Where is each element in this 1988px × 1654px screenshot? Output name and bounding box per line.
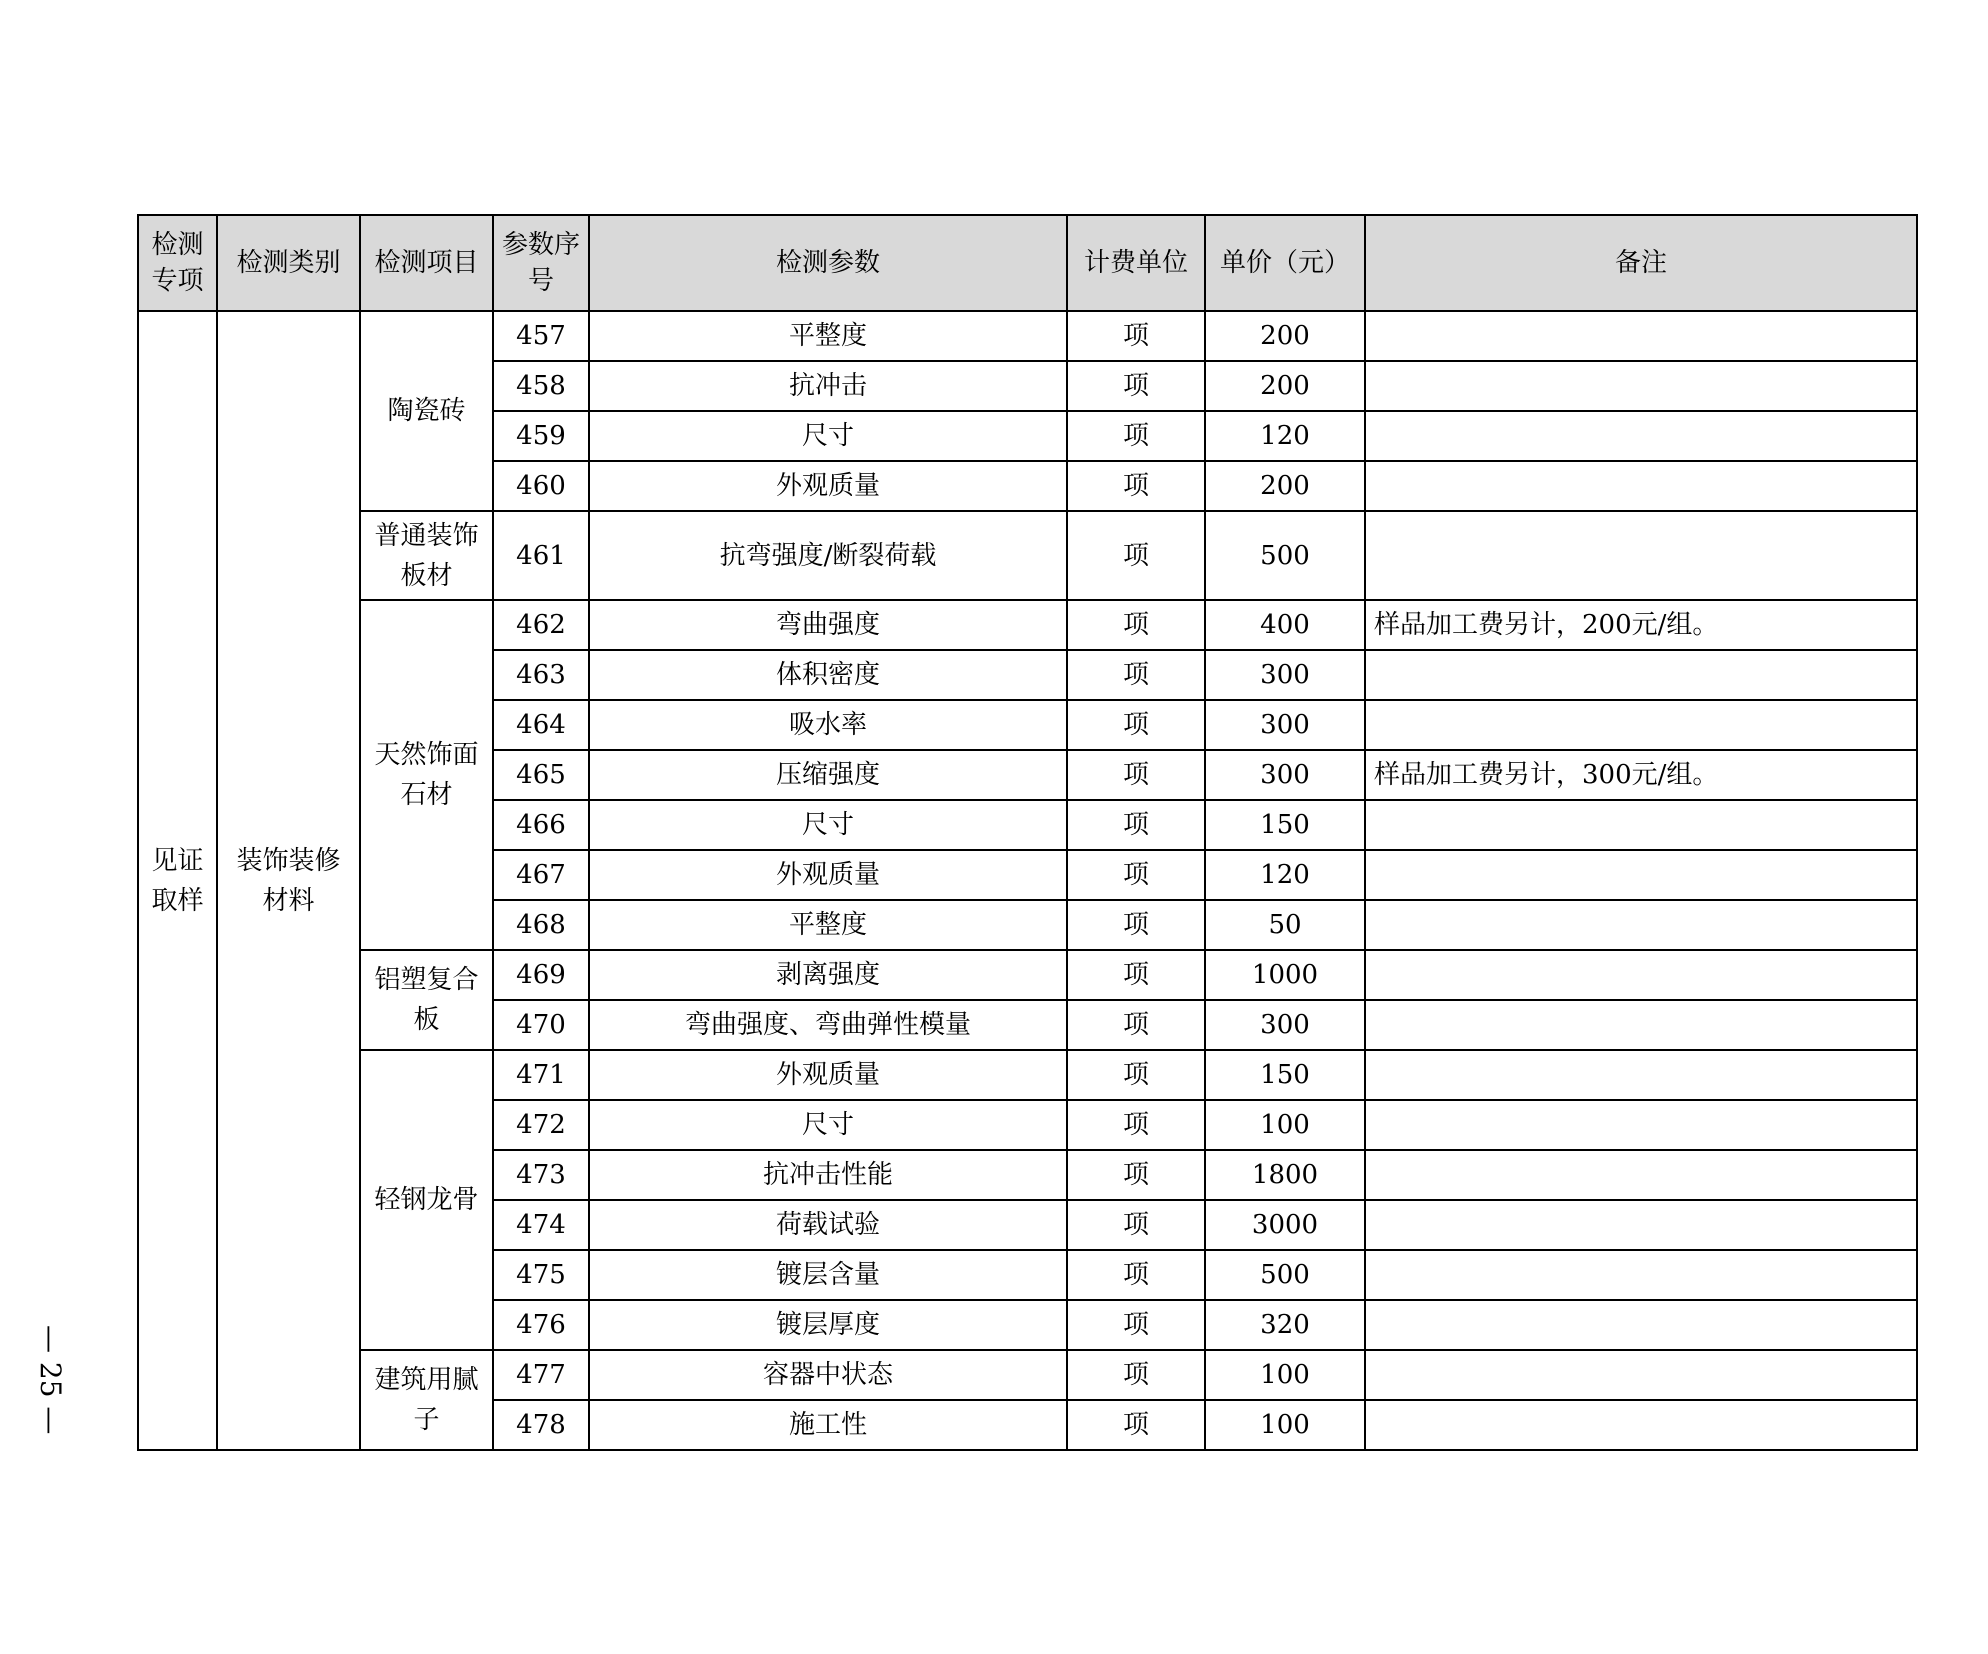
unit-cell: 项 [1067, 950, 1205, 1000]
param-no-cell: 462 [493, 600, 589, 650]
param-cell: 外观质量 [589, 850, 1067, 900]
unit-cell: 项 [1067, 1350, 1205, 1400]
price-cell: 200 [1205, 361, 1365, 411]
item-cell: 普通装饰板材 [360, 511, 493, 600]
unit-cell: 项 [1067, 1050, 1205, 1100]
header-category: 检测类别 [217, 215, 360, 311]
price-cell: 150 [1205, 1050, 1365, 1100]
table-body [138, 311, 1917, 1450]
unit-cell: 项 [1067, 1200, 1205, 1250]
note-cell [1365, 900, 1917, 950]
fee-table [137, 214, 1918, 1451]
param-cell: 镀层厚度 [589, 1300, 1067, 1350]
header-param: 检测参数 [589, 215, 1067, 311]
table-row [138, 1050, 1917, 1100]
param-no-cell: 466 [493, 800, 589, 850]
note-cell [1365, 650, 1917, 700]
unit-cell: 项 [1067, 700, 1205, 750]
price-cell: 50 [1205, 900, 1365, 950]
header-param-no: 参数序号 [493, 215, 589, 311]
unit-cell: 项 [1067, 361, 1205, 411]
item-cell: 陶瓷砖 [360, 311, 493, 511]
unit-cell: 项 [1067, 750, 1205, 800]
param-cell: 尺寸 [589, 800, 1067, 850]
note-cell [1365, 1150, 1917, 1200]
param-no-cell: 474 [493, 1200, 589, 1250]
unit-cell: 项 [1067, 1150, 1205, 1200]
note-cell [1365, 1350, 1917, 1400]
param-no-cell: 461 [493, 511, 589, 600]
param-no-cell: 468 [493, 900, 589, 950]
param-no-cell: 477 [493, 1350, 589, 1400]
note-cell [1365, 700, 1917, 750]
unit-cell: 项 [1067, 1100, 1205, 1150]
price-cell: 500 [1205, 1250, 1365, 1300]
param-cell: 荷载试验 [589, 1200, 1067, 1250]
item-cell: 天然饰面石材 [360, 600, 493, 950]
header-price: 单价（元） [1205, 215, 1365, 311]
note-cell [1365, 511, 1917, 600]
unit-cell: 项 [1067, 1400, 1205, 1450]
item-cell: 建筑用腻子 [360, 1350, 493, 1450]
price-cell: 100 [1205, 1400, 1365, 1450]
param-cell: 弯曲强度、弯曲弹性模量 [589, 1000, 1067, 1050]
header-row [138, 215, 1917, 311]
param-no-cell: 473 [493, 1150, 589, 1200]
param-no-cell: 459 [493, 411, 589, 461]
param-cell: 外观质量 [589, 1050, 1067, 1100]
note-cell: 样品加工费另计，200元/组。 [1365, 600, 1917, 650]
header-note: 备注 [1365, 215, 1917, 311]
param-no-cell: 464 [493, 700, 589, 750]
table-row [138, 311, 1917, 361]
price-cell: 200 [1205, 311, 1365, 361]
table-row [138, 511, 1917, 600]
note-cell [1365, 1050, 1917, 1100]
table-row [138, 600, 1917, 650]
param-no-cell: 470 [493, 1000, 589, 1050]
param-cell: 抗冲击 [589, 361, 1067, 411]
unit-cell: 项 [1067, 311, 1205, 361]
price-cell: 320 [1205, 1300, 1365, 1350]
unit-cell: 项 [1067, 650, 1205, 700]
note-cell [1365, 311, 1917, 361]
special-cell: 见证取样 [138, 311, 217, 1450]
param-cell: 抗弯强度/断裂荷载 [589, 511, 1067, 600]
unit-cell: 项 [1067, 600, 1205, 650]
param-no-cell: 457 [493, 311, 589, 361]
param-cell: 弯曲强度 [589, 600, 1067, 650]
param-cell: 施工性 [589, 1400, 1067, 1450]
price-cell: 1000 [1205, 950, 1365, 1000]
param-cell: 镀层含量 [589, 1250, 1067, 1300]
header-item: 检测项目 [360, 215, 493, 311]
header-special: 检测专项 [138, 215, 217, 311]
price-cell: 300 [1205, 750, 1365, 800]
price-cell: 1800 [1205, 1150, 1365, 1200]
price-cell: 100 [1205, 1350, 1365, 1400]
table-row [138, 950, 1917, 1000]
page-number: — 25 — [34, 1325, 67, 1435]
param-no-cell: 467 [493, 850, 589, 900]
param-no-cell: 471 [493, 1050, 589, 1100]
price-cell: 100 [1205, 1100, 1365, 1150]
note-cell [1365, 850, 1917, 900]
item-cell: 铝塑复合板 [360, 950, 493, 1050]
price-cell: 200 [1205, 461, 1365, 511]
unit-cell: 项 [1067, 800, 1205, 850]
param-cell: 平整度 [589, 311, 1067, 361]
unit-cell: 项 [1067, 900, 1205, 950]
param-cell: 抗冲击性能 [589, 1150, 1067, 1200]
note-cell [1365, 1200, 1917, 1250]
unit-cell: 项 [1067, 1250, 1205, 1300]
note-cell [1365, 1000, 1917, 1050]
price-cell: 500 [1205, 511, 1365, 600]
note-cell [1365, 361, 1917, 411]
note-cell [1365, 800, 1917, 850]
note-cell [1365, 461, 1917, 511]
param-no-cell: 463 [493, 650, 589, 700]
param-cell: 尺寸 [589, 411, 1067, 461]
note-cell [1365, 1300, 1917, 1350]
param-cell: 平整度 [589, 900, 1067, 950]
param-cell: 外观质量 [589, 461, 1067, 511]
price-cell: 300 [1205, 700, 1365, 750]
param-cell: 剥离强度 [589, 950, 1067, 1000]
param-no-cell: 469 [493, 950, 589, 1000]
note-cell [1365, 411, 1917, 461]
param-no-cell: 460 [493, 461, 589, 511]
param-cell: 尺寸 [589, 1100, 1067, 1150]
price-cell: 3000 [1205, 1200, 1365, 1250]
param-no-cell: 476 [493, 1300, 589, 1350]
unit-cell: 项 [1067, 1000, 1205, 1050]
note-cell [1365, 1400, 1917, 1450]
category-cell: 装饰装修材料 [217, 311, 360, 1450]
unit-cell: 项 [1067, 461, 1205, 511]
price-cell: 400 [1205, 600, 1365, 650]
price-cell: 150 [1205, 800, 1365, 850]
param-cell: 容器中状态 [589, 1350, 1067, 1400]
price-cell: 120 [1205, 411, 1365, 461]
table-row [138, 1350, 1917, 1400]
note-cell: 样品加工费另计，300元/组。 [1365, 750, 1917, 800]
param-cell: 吸水率 [589, 700, 1067, 750]
unit-cell: 项 [1067, 850, 1205, 900]
header-unit: 计费单位 [1067, 215, 1205, 311]
price-cell: 300 [1205, 1000, 1365, 1050]
unit-cell: 项 [1067, 1300, 1205, 1350]
note-cell [1365, 1250, 1917, 1300]
param-cell: 体积密度 [589, 650, 1067, 700]
price-cell: 300 [1205, 650, 1365, 700]
note-cell [1365, 1100, 1917, 1150]
item-cell: 轻钢龙骨 [360, 1050, 493, 1350]
note-cell [1365, 950, 1917, 1000]
param-no-cell: 472 [493, 1100, 589, 1150]
unit-cell: 项 [1067, 511, 1205, 600]
param-no-cell: 478 [493, 1400, 589, 1450]
param-cell: 压缩强度 [589, 750, 1067, 800]
param-no-cell: 465 [493, 750, 589, 800]
param-no-cell: 475 [493, 1250, 589, 1300]
unit-cell: 项 [1067, 411, 1205, 461]
price-cell: 120 [1205, 850, 1365, 900]
param-no-cell: 458 [493, 361, 589, 411]
